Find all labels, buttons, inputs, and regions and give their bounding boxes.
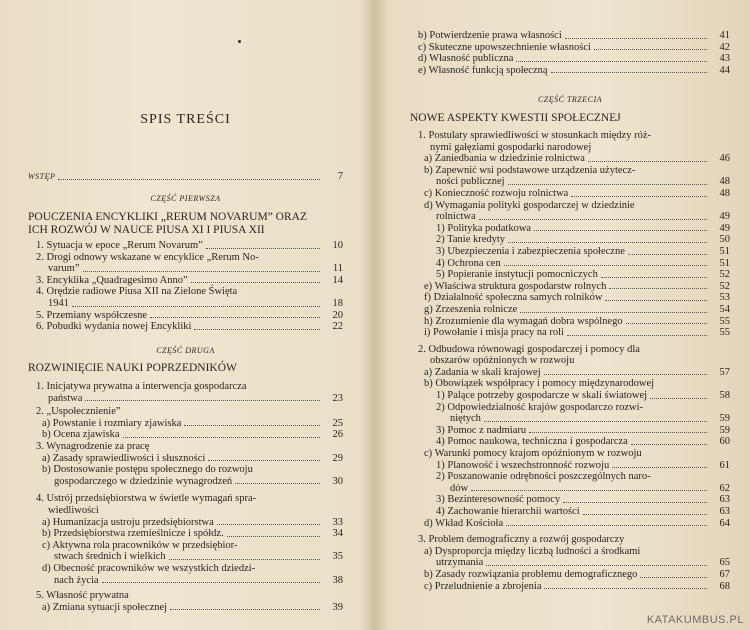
toc-entry: c) Skuteczne upowszechnienie własności 42 [418,41,730,53]
toc-entry: dów 62 [450,482,730,494]
part2-entries: 1. Inicjatywa prywatna a interwencja gospodarcza państwa 23 2. „Uspołecznienie” a) Powstanie i rozmiary zjawiska 25 b) Ocena zjawiska 26 3. Wynagrodzenie za pracę a) Zasady sprawiedliwości i słuszności 29 b) Dostosowanie postępu społecznego do rozwoju gospodarczego w dziedzinie wynagrodzeń 30 4. Ustrój przedsiębiorstwa w świetle wymagań spra- wiedliwości a) Humanizacja ustroju przedsiębiorstwa 33 b) Przedsiębiorstwa rzemieślnicze i spółdz. 34 c) Aktywna rola pracowników w przedsiębior- stwach średnich i wielkich 35 d) Obecność pracowników we wszystkich dziedzi- nach życia 38 5. Własność prywatna a) Zmiana sytuacji społecznej 39 [36,381,343,613]
toc-entry: varum” 11 [48,263,343,275]
toc-entry: nach życia 38 [54,574,343,586]
toc-entry: g) Zrzeszenia rolnicze 54 [424,303,730,315]
toc-entry: ności publicznej 48 [436,176,730,188]
toc-entry: 6. Pobudki wydania nowej Encykliki 22 [36,321,343,333]
toc-entry: 4) Ochrona cen 51 [436,257,730,269]
toc-entry: h) Zrozumienie dla wymagań dobra wspólnego 55 [424,315,730,327]
part-heading: NOWE ASPEKTY KWESTII SPOŁECZNEJ [410,112,621,124]
toc-entry: 1) Palące potrzeby gospodarcze w skali światowej 58 [436,390,730,402]
toc-entry: utrzymania 65 [436,557,730,569]
toc-entry: d) Wkład Kościoła 64 [424,517,730,529]
part-heading: POUCZENIA ENCYKLIKI „RERUM NOVARUM” ORAZ ICH ROZWÓJ W NAUCE PIUSA XI I PIUSA XII [28,211,307,236]
toc-entry: 4) Zachowanie hierarchii wartości 63 [436,506,730,517]
continued-entries [418,30,730,76]
toc-entry: rolnictwa 49 [436,211,730,223]
part-heading: ROZWINIĘCIE NAUKI POPRZEDNIKÓW [28,362,237,374]
toc-entry: b) Potwierdzenie prawa własności 41 [418,30,730,41]
toc-entry: 5) Popieranie instytucji pomocniczych 52 [436,269,730,281]
toc-entry: państwa 23 [48,392,343,404]
toc-entry: a) Humanizacja ustroju przedsiębiorstwa 33 [42,516,343,528]
part3-entries: 1. Postulaty sprawiedliwości w stosunkach między róż- nymi gałęziami gospodarki narodowej a) Zaniedbania w dziedzinie rolnictwa 46 b) Zapewnić wsi podstawowe urządzenia użytecz- ności publicznej 48 c) Konieczność rozwoju rolnictwa 48 d) Wymagania polityki gospodarczej w dziedzinie rolnictwa 49 1) Polityka podatkowa 49 2) Tanie kredyty 50 3) Ubezpieczenia i zabezpieczenia społeczne 51 4) Ochrona cen 51 5) Popieranie instytucji pomocniczych 52 e) Właściwa struktura gospodarstw rolnych 52 f) Działalność społeczna samych rolników 53 g) Zrzeszenia rolnicze 54 h) Zrozumienie dla wymagań dobra wspólnego 55 i) Powołanie i misja pracy na roli 55 2. Odbudowa równowagi gospodarczej i pomocy dla obszarów opóźnionych w rozwoju a) Zadania w skali krajowej 57 b) Obowiązek współpracy i pomocy międzynarodowej 1) Palące potrzeby gospodarcze w skali światowej 58 2) Odpowiedzialność krajów gospodarczo rozwi- niętych 59 3) Pomoc z nadmiaru 59 4) Pomoc naukowa, techniczna i gospodarcza 60 c) Warunki pomocy krajom opóźnionym w rozwoju 1) Planowość i wszechstronność rozwoju 61 2) Poszanowanie odrębności poszczególnych naro- dów 62 3) Bezinteresowność pomocy 63 4) Zachowanie hierarchii wartości 63 d) Wkład Kościoła 64 3. Problem demograficzny a rozwój gospodarczy a) Dysproporcja między liczbą ludności a środkami utrzymania 65 b) Zasady rozwiązania problemu demograficznego 67 c) Przeludnienie a zbrojenia 68 [418,130,730,592]
toc-entry: a) Zmiana sytuacji społecznej 39 [42,601,343,613]
toc-entry: 3) Bezinteresowność pomocy 63 [436,494,730,506]
part-label: CZĘŚĆ TRZECIA [537,95,603,104]
toc-entry: stwach średnich i wielkich 35 [54,551,343,563]
toc-entry: 2) Tanie kredyty 50 [436,234,730,246]
toc-entry: gospodarczego w dziedzinie wynagrodzeń 30 [54,475,343,487]
toc-entry: a) Zadania w skali krajowej 57 [424,366,730,378]
toc-entry: a) Zasady sprawiedliwości i słuszności 29 [42,452,343,464]
toc-entry: b) Przedsiębiorstwa rzemieślnicze i spółdz. 34 [42,528,343,540]
part-label: CZĘŚĆ DRUGA [156,346,215,355]
toc-entry: e) Właściwa struktura gospodarstw rolnych 52 [424,280,730,292]
toc-entry: 1. Sytuacja w epoce „Rerum Novarum” 10 [36,240,343,251]
left-page [0,0,372,630]
watermark: KATAKUMBUS.PL [646,614,744,626]
toc-entry: 1) Polityka podatkowa 49 [436,222,730,234]
toc-entry: b) Zasady rozwiązania problemu demograficznego 67 [424,568,730,580]
toc-entry: WSTĘP 7 [28,171,343,182]
toc-entry: i) Powołanie i misja pracy na roli 55 [424,327,730,339]
toc-entry: a) Zaniedbania w dziedzinie rolnictwa 46 [424,153,730,165]
toc-entry: 3) Pomoc z nadmiaru 59 [436,424,730,436]
toc-entry: d) Własność publiczna 43 [418,53,730,65]
toc-entry: 4) Pomoc naukowa, techniczna i gospodarcza 60 [436,436,730,448]
toc-entry: 3. Encyklika „Quadragesimo Anno” 14 [36,274,343,286]
toc-entry: a) Powstanie i rozmiary zjawiska 25 [42,417,343,429]
toc-entry: 1) Planowość i wszechstronność rozwoju 61 [436,459,730,471]
toc-entry: b) Ocena zjawiska 26 [42,429,343,441]
toc-entry: c) Konieczność rozwoju rolnictwa 48 [424,187,730,199]
toc-entry: niętych 59 [450,413,730,425]
toc-entry: 3) Ubezpieczenia i zabezpieczenia społeczne 51 [436,245,730,257]
toc-entry: e) Własność funkcją społeczną 44 [418,64,730,76]
part-label: CZĘŚĆ PIERWSZA [150,194,221,203]
toc-entry: c) Przeludnienie a zbrojenia 68 [424,580,730,592]
toc-entry: f) Działalność społeczna samych rolników 53 [424,292,730,304]
toc-entry: 5. Przemiany współczesne 20 [36,309,343,321]
toc-entry: 1941 18 [48,297,343,309]
page-title: SPIS TREŚCI [140,112,231,127]
part1-entries: 1. Sytuacja w epoce „Rerum Novarum” 10 2. Drogi odnowy wskazane w encyklice „Rerum No- varum” 11 3. Encyklika „Quadragesimo Anno” 14 4. Orędzie radiowe Piusa XII na Zielone Święta 1941 18 5. Przemiany współczesne 20 6. Pobudki wydania nowej Encykliki 22 [36,240,343,333]
right-page [378,0,750,630]
